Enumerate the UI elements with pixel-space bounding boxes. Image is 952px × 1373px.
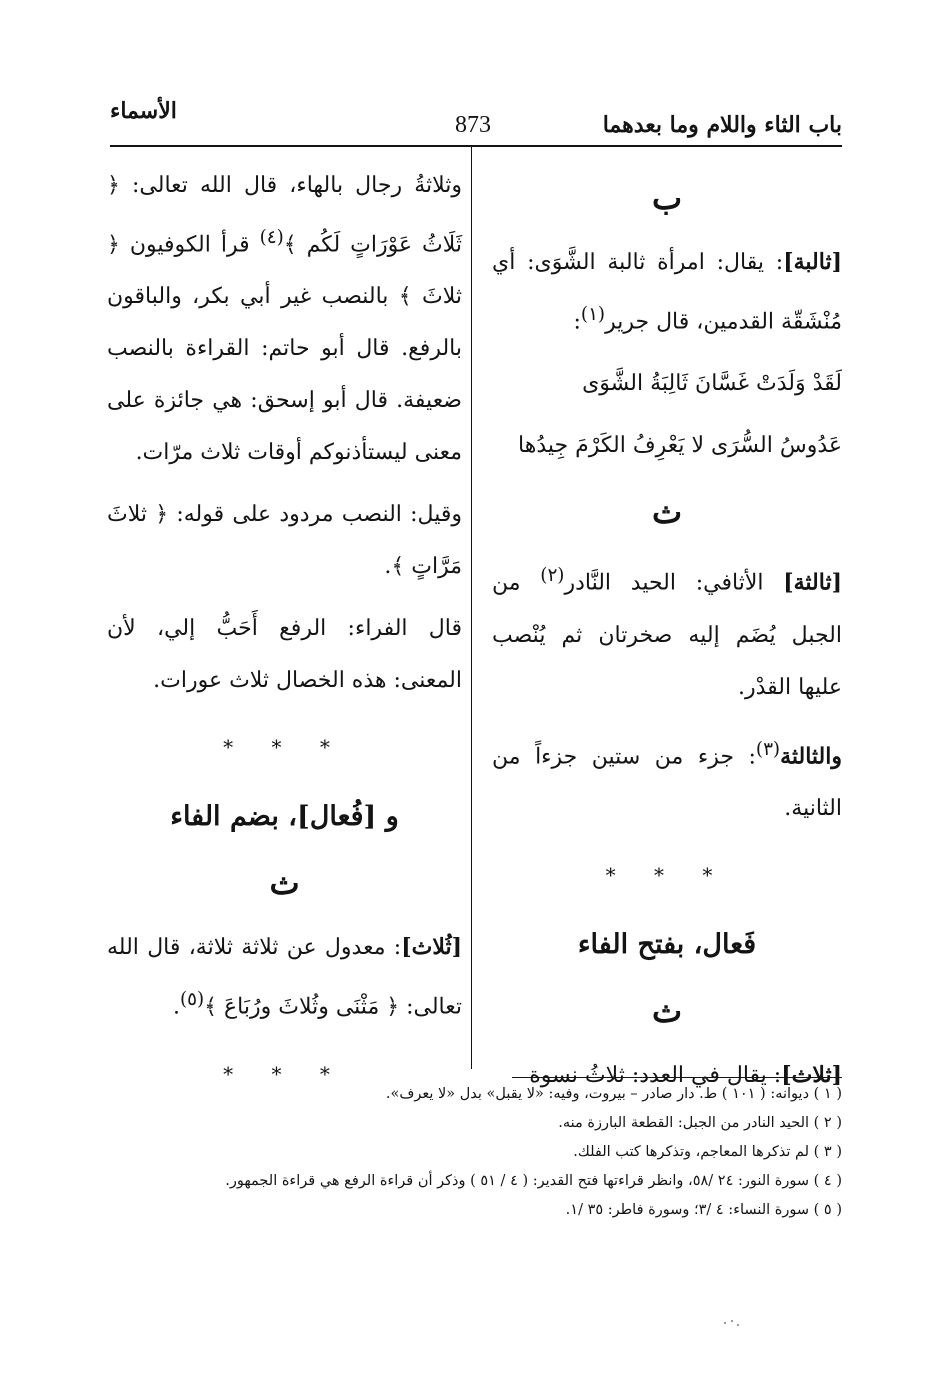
column-divider [471,147,472,1069]
chapter-title: باب الثاء واللام وما بعدهما [602,112,842,138]
section-separator: * * * [223,735,346,760]
footnotes [182,1080,842,1225]
section-separator: * * * [605,862,729,887]
footnote-2: ( ٢ ) الحيد النادر من الجبل: القطعة البارزة منه. [558,1115,842,1131]
footnote-ref[interactable]: (٥) [180,989,205,1011]
footnote-ref[interactable]: (٤) [259,227,284,248]
footnote-1: ( ١ ) ديوانه: ( ١٠١ ) ط. دار صادر – بيروت، وفيه: «لا يقبل» بدل «لا يعرف». [385,1086,842,1102]
footnote-3: ( ٣ ) لم تذكرها المعاجم، وتذكرها كتب الفلك. [573,1144,842,1160]
section-separator: * * * [223,1061,346,1086]
entry-term: [ثلاث] [781,1061,842,1088]
speck [724,1322,726,1324]
entry-text-end: : [573,309,581,335]
left-column [107,160,462,1116]
letter-heading-tha: ث [269,864,300,903]
section-title: الأسماء [110,98,177,124]
page-number: 873 [455,112,491,138]
entry-term: [ثالبة] [783,249,842,275]
paragraph-qil: وقيل: النصب مردود على قوله: ﴿ ثلاثَ مَرَّاتٍ ﴾. [107,502,462,580]
paragraph-text: قرأ الكوفيون ﴿ ثلاثَ ﴾ بالنصب غير أبي بكر، والباقون بالرفع. قال أبو حاتم: القراءة بالنصب ضعيفة. قال أبو إسحق: هي جائزة على معنى ليستأذنوكم أوقات ثلاث مرّات. [107,232,462,466]
footnote-ref[interactable]: (١) [580,304,606,325]
entry-term: [ثُلاث] [401,934,462,961]
entry-text: : معدول عن ثلاثة ثلاثة، قال الله تعالى: ﴿ مَثْنَى وثُلاثَ ورُبَاعَ ﴾ [107,935,462,1020]
paragraph-text: وثلاثةُ رجال بالهاء، قال الله تعالى: ﴿ ثَلَاثُ عَوْرَاتٍ لَكُم ﴾ [107,173,462,258]
footnote-ref[interactable]: (٣) [755,738,781,760]
footnote-4: ( ٤ ) سورة النور: ٢٤ /٥٨، وانظر قراءتها فتح القدير: ( ٤ / ٥١ ) وذكر أن قراءة الرفع هي قراءة الجمهور. [225,1173,842,1189]
footnote-5: ( ٥ ) سورة النساء: ٤ /٣؛ وسورة فاطر: ٣٥ /١. [565,1202,842,1218]
verse-line: لَقَدْ وَلَدَتْ غَسَّانَ ثَالِبَةُ الشَّوَى [582,371,842,397]
speck [737,1324,739,1326]
pattern-heading-damma: و [فُعال]، بضم الفاء [170,801,399,833]
entry-thalitha [492,550,842,713]
footnote-rule [512,1077,842,1078]
entry-thaliba [492,236,842,348]
continuation-paragraph [107,160,462,479]
pattern-heading-fatha: فَعال، بفتح الفاء [577,928,757,960]
footnote-ref[interactable]: (٢) [540,565,565,587]
scan-specks [724,1318,744,1328]
entry-text-end: . [173,994,180,1020]
letter-heading-tha: ث [651,991,683,1030]
right-column [492,160,842,1112]
speck [731,1320,733,1322]
letter-heading-tha: ث [651,493,683,532]
entry-text-end: من الجبل يُضَم إليه صخرتان ثم يُنْصب عليها القدْر. [492,570,842,700]
entry-waththalitha [492,724,842,835]
entry-text: الأثافي: الحيد النَّادر [564,570,784,596]
entry-term: والثالثة [780,742,842,769]
entry-text: : يقال: امرأة ثالبة الشَّوَى: أي مُنْشَقّة القدمين، قال جرير [492,250,842,335]
verse-line: عَدُوسُ السُّرَى لا يَعْرِفُ الكَرْمَ جِيدُها [518,433,842,459]
entry-text: : يقال في العدد: ثلاثُ نسوة [529,1062,782,1088]
paragraph-farra: قال الفراء: الرفع أَحَبُّ إلي، لأن المعنى: هذه الخصال ثلاث عورات. [107,616,462,694]
poem-verse-2 [492,420,842,472]
entry-term: [ثالثة] [783,569,842,596]
entry-thulath [107,921,462,1033]
entry-text: : جزء من ستين جزءاً من الثانية. [492,743,842,821]
header-rule [110,145,842,147]
letter-heading-ba: ب [651,179,683,217]
poem-verse-1 [492,358,842,410]
